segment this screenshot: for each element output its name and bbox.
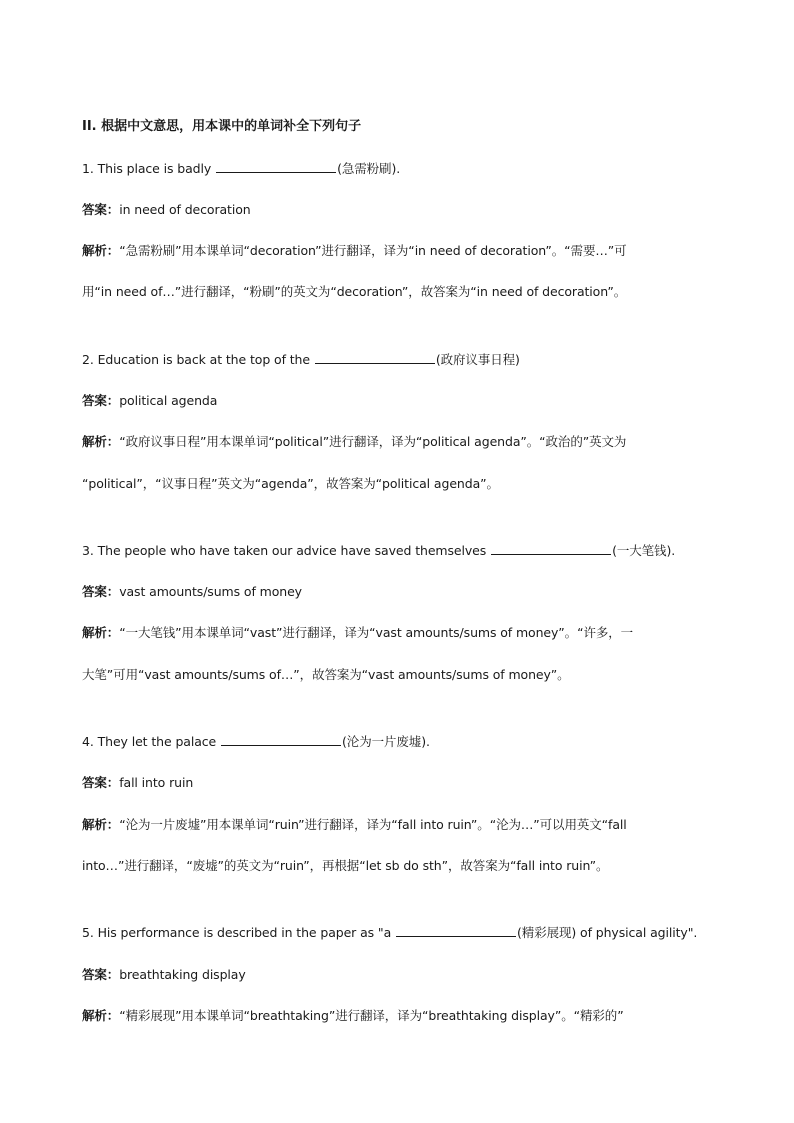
analysis-text: “精彩展现”用本课单词“breathtaking”进行翻译，译为“breathtaking display”。“精彩的” — [119, 1008, 624, 1023]
answer-1 — [82, 200, 251, 218]
analysis-label: 解析： — [82, 434, 120, 449]
answer-label: 答案： — [82, 202, 120, 217]
question-text: 1. This place is badly — [82, 161, 216, 176]
analysis-1-line-2: 用“in need of…”进行翻译，“粉刷”的英文为“decoration”，故答案为“in need of decoration”。 — [82, 284, 627, 299]
analysis-3-line-1 — [82, 623, 633, 641]
question-2 — [82, 350, 520, 368]
question-3 — [82, 541, 675, 559]
analysis-1-line-1 — [82, 241, 627, 259]
answer-3 — [82, 582, 302, 600]
answer-blank — [396, 924, 516, 937]
answer-blank — [216, 160, 336, 173]
question-text: 3. The people who have taken our advice have saved themselves — [82, 543, 491, 558]
answer-text: fall into ruin — [119, 775, 194, 790]
answer-blank — [491, 542, 611, 555]
question-text: 5. His performance is described in the paper as "a — [82, 925, 396, 940]
question-hint: (政府议事日程) — [435, 352, 520, 367]
analysis-3-line-2: 大笔”可用“vast amounts/sums of…”，故答案为“vast amounts/sums of money”。 — [82, 667, 570, 682]
answer-label: 答案： — [82, 775, 120, 790]
answer-label: 答案： — [82, 967, 120, 982]
analysis-2-line-1 — [82, 432, 626, 450]
analysis-label: 解析： — [82, 1008, 120, 1023]
question-1 — [82, 159, 400, 177]
answer-text: in need of decoration — [119, 202, 251, 217]
question-hint: (精彩展现) of physical agility". — [517, 925, 698, 940]
answer-2 — [82, 391, 217, 409]
analysis-text: “沦为一片废墟”用本课单词“ruin”进行翻译，译为“fall into ruin”。“沦为…”可以用英文“fall — [119, 817, 627, 832]
answer-text: political agenda — [119, 393, 218, 408]
analysis-label: 解析： — [82, 625, 120, 640]
analysis-label: 解析： — [82, 817, 120, 832]
answer-text: vast amounts/sums of money — [119, 584, 302, 599]
analysis-text: “急需粉刷”用本课单词“decoration”进行翻译，译为“in need of decoration”。“需要…”可 — [119, 243, 627, 258]
answer-4 — [82, 773, 193, 791]
question-4 — [82, 732, 430, 750]
section-heading: II. 根据中文意思，用本课中的单词补全下列句子 — [82, 119, 362, 134]
analysis-2-line-2: “political”，“议事日程”英文为“agenda”，故答案为“political agenda”。 — [82, 476, 499, 491]
analysis-text: “政府议事日程”用本课单词“political”进行翻译，译为“political agenda”。“政治的”英文为 — [119, 434, 627, 449]
answer-label: 答案： — [82, 393, 120, 408]
question-hint: (急需粉刷). — [337, 161, 401, 176]
answer-text: breathtaking display — [119, 967, 246, 982]
question-text: 2. Education is back at the top of the — [82, 352, 314, 367]
question-hint: (一大笔钱). — [612, 543, 676, 558]
answer-5 — [82, 965, 246, 983]
analysis-4-line-1 — [82, 815, 627, 833]
answer-blank — [315, 351, 435, 364]
answer-label: 答案： — [82, 584, 120, 599]
analysis-text: “一大笔钱”用本课单词“vast”进行翻译，译为“vast amounts/sums of money”。“许多，一 — [119, 625, 634, 640]
analysis-4-line-2: into…”进行翻译，“废墟”的英文为“ruin”，再根据“let sb do sth”，故答案为“fall into ruin”。 — [82, 858, 609, 873]
analysis-5-line-1 — [82, 1006, 624, 1024]
answer-blank — [221, 733, 341, 746]
analysis-label: 解析： — [82, 243, 120, 258]
question-hint: (沦为一片废墟). — [342, 734, 430, 749]
question-text: 4. They let the palace — [82, 734, 221, 749]
question-5 — [82, 923, 697, 941]
